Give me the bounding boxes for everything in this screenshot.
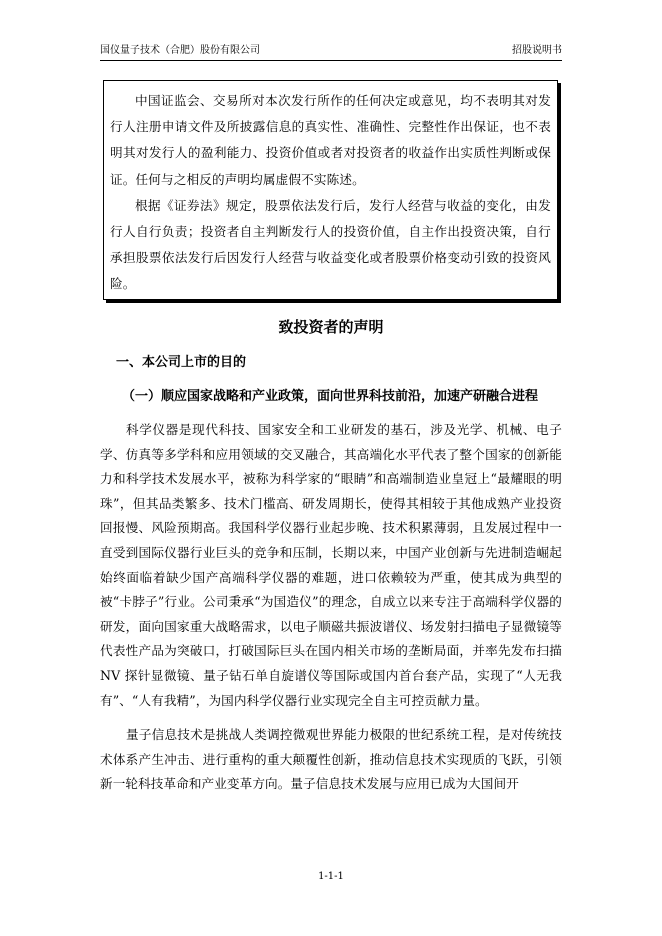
body-paragraph-1: 科学仪器是现代科技、国家安全和工业研发的基石，涉及光学、机械、电子学、仿真等多学科和应用领域的交叉融合，其高端化水平代表了整个国家的创新能力和科学技术发展水平，被称为科学家的“眼睛”和高端制造业皇冠上“最耀眼的明珠”，但其品类繁多、技术门槛高、研发周期长，使得其相较于其他成熟产业投资回报慢、风险预期高。我国科学仪器行业起步晚、技术积累薄弱，且发展过程中一直受到国际仪器行业巨头的竞争和压制，长期以来，中国产业创新与先进制造崛起始终面临着缺少国产高端科学仪器的难题，进口依赖较为严重，使其成为典型的被“卡脖子”行业。公司秉承“为国造仪”的理念，自成立以来专注于高端科学仪器的研发，面向国家重大战略需求，以电子顺磁共振波谱仪、场发射扫描电子显微镜等代表性产品为突破口，打破国际巨头在国内相关市场的垄断局面，并率先发布扫描 NV 探针显微镜、量子钻石单自旋谱仪等国际或国内首台套产品，实现了“人无我有”、“人有我精”，为国内科学仪器行业实现完全自主可控贡献力量。 <box>100 422 562 708</box>
page-title: 致投资者的声明 <box>278 318 384 336</box>
notice-paragraph-1: 中国证监会、交易所对本次发行所作的任何决定或意见，均不表明其对发行人注册申请文件及所披露信息的真实性、准确性、完整性作出保证，也不表明其对发行人的盈利能力、投资价值或者对投资者的收益作出实质性判断或保证。任何与之相反的声明均属虚假不实陈述。 <box>110 93 551 187</box>
page-header <box>100 42 562 61</box>
body-text <box>100 418 562 797</box>
header-document-type: 招股说明书 <box>512 45 562 56</box>
section-heading: 一、本公司上市的目的 <box>116 355 247 370</box>
regulatory-notice-box <box>103 80 558 300</box>
header-company-name: 国仪量子技术（合肥）股份有限公司 <box>100 45 260 56</box>
subsection-heading: （一）顺应国家战略和产业政策，面向世界科技前沿，加速产研融合进程 <box>122 389 539 404</box>
body-paragraph-2: 量子信息技术是挑战人类调控微观世界能力极限的世纪系统工程，是对传统技术体系产生冲击、进行重构的重大颠覆性创新，推动信息技术实现质的飞跃，引领新一轮科技革命和产业变革方向。量子信息技术发展与应用已成为大国间开 <box>100 727 562 792</box>
page-number: 1-1-1 <box>318 871 344 882</box>
notice-paragraph-2: 根据《证券法》规定，股票依法发行后，发行人经营与收益的变化，由发行人自行负责；投资者自主判断发行人的投资价值，自主作出投资决策，自行承担股票依法发行后因发行人经营与收益变化或者股票价格变动引致的投资风险。 <box>110 197 551 292</box>
